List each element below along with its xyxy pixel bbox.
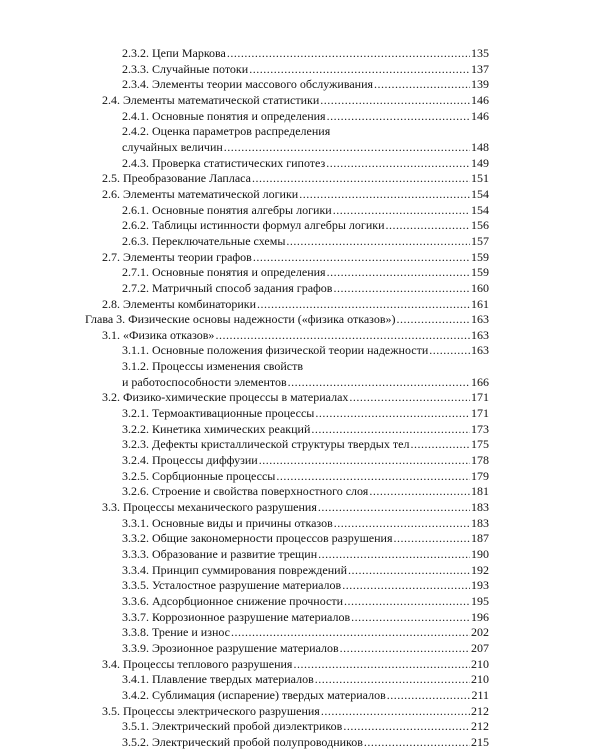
toc-leader-dots — [288, 375, 470, 391]
toc-leader-dots — [397, 312, 471, 328]
toc-leader-dots — [386, 218, 470, 234]
toc-entry-title: 2.4.3. Проверка статистических гипотез — [122, 155, 326, 170]
toc-leader-dots — [394, 531, 471, 547]
toc-entry-title: 3.2.2. Кинетика химических реакций — [122, 421, 311, 436]
toc-entry — [85, 453, 489, 469]
toc-entry — [85, 469, 489, 485]
toc-entry-page: 178 — [471, 453, 489, 468]
toc-entry — [85, 563, 489, 579]
toc-entry — [85, 375, 489, 391]
toc-entry — [85, 500, 489, 516]
toc-entry — [85, 156, 489, 172]
toc-entry-title: случайных величин — [122, 139, 223, 154]
toc-entry-page: 173 — [471, 421, 489, 436]
toc-entry-page: 160 — [471, 280, 489, 295]
toc-entry-page: 159 — [471, 249, 489, 264]
toc-entry — [85, 77, 489, 93]
toc-entry-title: 2.3.2. Цепи Маркова — [122, 46, 226, 60]
toc-entry-page: 135 — [471, 46, 489, 60]
toc-leader-dots — [249, 62, 470, 78]
toc-leader-dots — [311, 422, 470, 438]
toc-entry — [85, 594, 489, 610]
toc-entry-title: 3.3.5. Усталостное разрушение материалов — [122, 578, 342, 593]
toc-leader-dots — [364, 735, 470, 751]
toc-leader-dots — [348, 563, 470, 579]
toc-entry-page: 175 — [471, 437, 489, 452]
toc-leader-dots — [318, 547, 470, 563]
toc-entry — [85, 109, 489, 125]
toc-entry — [85, 547, 489, 563]
toc-entry-page: 183 — [471, 500, 489, 515]
toc-entry — [85, 657, 489, 673]
toc-entry — [85, 437, 489, 453]
toc-entry — [85, 578, 489, 594]
toc-entry — [85, 610, 489, 626]
toc-entry-title: 3.2.3. Дефекты кристаллической структуры твердых тел — [122, 437, 410, 452]
toc-entry-page: 137 — [471, 61, 489, 76]
toc-entry-page: 207 — [471, 640, 489, 655]
toc-leader-dots — [429, 343, 470, 359]
toc-entry-title: 2.4.2. Оценка параметров распределения — [122, 124, 331, 139]
toc-entry-page: 210 — [471, 656, 489, 671]
toc-entry — [85, 140, 489, 156]
toc-entry — [85, 328, 489, 344]
toc-entry-title: 3.5.1. Электрический пробой диэлектриков — [122, 719, 343, 734]
toc-entry-title: 2.5. Преобразование Лапласа — [102, 171, 251, 186]
toc-entry — [85, 516, 489, 532]
toc-entry-page: 187 — [471, 531, 489, 546]
toc-leader-dots — [293, 657, 470, 673]
toc-leader-dots — [327, 109, 470, 125]
toc-entry-title: 3.2.5. Сорбционные процессы — [122, 468, 276, 483]
toc-entry — [85, 484, 489, 500]
toc-entry-page: 163 — [471, 312, 489, 327]
toc-entry — [85, 265, 489, 281]
toc-entry — [85, 62, 489, 78]
toc-leader-dots — [276, 469, 470, 485]
toc-leader-dots — [224, 140, 470, 156]
toc-entry — [85, 46, 489, 62]
toc-entry-title: 3.3.8. Трение и износ — [122, 625, 230, 640]
toc-entry-title: 3.2.1. Термоактивационные процессы — [122, 406, 315, 421]
toc-entry — [85, 281, 489, 297]
toc-entry-title: 3.3.3. Образование и развитие трещин — [122, 547, 318, 561]
toc-entry-page: 148 — [471, 139, 489, 154]
toc-leader-dots — [340, 641, 470, 657]
toc-leader-dots — [299, 187, 470, 203]
toc-leader-dots — [227, 46, 470, 62]
toc-entry — [85, 250, 489, 266]
toc-entry — [85, 343, 489, 359]
toc-leader-dots — [333, 203, 470, 219]
toc-entry-page: 171 — [471, 390, 489, 405]
toc-entry-title: 3.3.6. Адсорбционное снижение прочности — [122, 593, 344, 608]
toc-entry-title: 2.7.1. Основные понятия и определения — [122, 265, 326, 280]
toc-entry — [85, 422, 489, 438]
toc-entry-page: 139 — [471, 77, 489, 92]
toc-entry-page: 159 — [471, 265, 489, 280]
toc-entry-title: 2.7.2. Матричный способ задания графов — [122, 280, 333, 295]
toc-entry-page: 210 — [471, 672, 489, 687]
toc-leader-dots — [259, 453, 470, 469]
toc-entry-page: 193 — [471, 578, 489, 593]
toc-leader-dots — [351, 610, 470, 626]
toc-entry — [85, 531, 489, 547]
toc-leader-dots — [343, 719, 470, 735]
toc-entry — [85, 719, 489, 735]
toc-entry-page: 212 — [471, 703, 489, 718]
toc-entry — [85, 704, 489, 720]
toc-leader-dots — [231, 625, 470, 641]
toc-entry-title: 3.5.2. Электрический пробой полупроводников — [122, 734, 363, 749]
table-of-contents — [85, 46, 489, 751]
toc-entry-title: 3.2. Физико-химические процессы в материалах — [102, 390, 349, 405]
toc-entry-title: 2.6.3. Переключательные схемы — [122, 233, 286, 248]
toc-leader-dots — [387, 688, 471, 704]
toc-leader-dots — [410, 437, 470, 453]
toc-entry-title: 3.3.7. Коррозионное разрушение материалов — [122, 609, 351, 624]
toc-entry-page: 212 — [471, 719, 489, 734]
toc-entry-title: 2.3.3. Случайные потоки — [122, 61, 249, 76]
toc-entry-title: 3.3.4. Принцип суммирования повреждений — [122, 562, 347, 577]
toc-entry-title: 3.4.1. Плавление твердых материалов — [122, 672, 314, 687]
toc-entry-page: 163 — [471, 343, 489, 358]
toc-entry-title: 3.3.9. Эрозионное разрушение материалов — [122, 640, 339, 655]
toc-entry-page: 179 — [471, 468, 489, 483]
toc-entry-page: 146 — [471, 92, 489, 107]
toc-leader-dots — [315, 672, 470, 688]
toc-entry-title: 3.1. «Физика отказов» — [102, 327, 215, 342]
toc-entry-title: 3.5. Процессы электрического разрушения — [102, 703, 320, 718]
toc-leader-dots — [286, 234, 470, 250]
toc-entry — [85, 93, 489, 109]
toc-entry-page: 202 — [471, 625, 489, 640]
toc-leader-dots — [257, 297, 470, 313]
toc-entry — [85, 625, 489, 641]
toc-entry — [85, 359, 489, 375]
toc-entry-title: Глава 3. Физические основы надежности («физика отказов») — [85, 312, 396, 327]
toc-entry-page: 161 — [471, 296, 489, 311]
toc-leader-dots — [320, 93, 470, 109]
toc-entry-title: 3.3.2. Общие закономерности процессов разрушения — [122, 531, 393, 546]
toc-entry — [85, 312, 489, 328]
toc-entry — [85, 171, 489, 187]
toc-leader-dots — [326, 156, 470, 172]
toc-leader-dots — [344, 594, 470, 610]
toc-entry-page: 196 — [471, 609, 489, 624]
toc-entry-page: 154 — [471, 202, 489, 217]
toc-leader-dots — [215, 328, 470, 344]
toc-entry-title: 3.4.2. Сублимация (испарение) твердых материалов — [122, 687, 386, 702]
toc-entry — [85, 234, 489, 250]
toc-entry — [85, 735, 489, 751]
toc-entry-title: 3.2.6. Строение и свойства поверхностного слоя — [122, 484, 369, 499]
toc-entry — [85, 641, 489, 657]
toc-entry-page: 154 — [471, 186, 489, 201]
toc-leader-dots — [253, 250, 470, 266]
toc-entry — [85, 406, 489, 422]
toc-entry-page: 211 — [471, 687, 489, 702]
toc-entry-title: 2.4.1. Основные понятия и определения — [122, 108, 326, 123]
toc-leader-dots — [318, 500, 470, 516]
toc-entry-page: 192 — [471, 562, 489, 577]
toc-entry-title: 2.7. Элементы теории графов — [102, 249, 252, 264]
toc-entry-page: 181 — [471, 484, 489, 499]
toc-entry-page: 195 — [471, 593, 489, 608]
toc-leader-dots — [315, 406, 470, 422]
toc-entry-title: 3.1.1. Основные положения физической теории надежности — [122, 343, 429, 358]
toc-leader-dots — [333, 281, 470, 297]
toc-entry-page: 157 — [471, 233, 489, 248]
toc-entry-title: 3.2.4. Процессы диффузии — [122, 453, 258, 468]
toc-entry-title: 2.6.2. Таблицы истинности формул алгебры логики — [122, 218, 385, 233]
toc-entry-title: 2.3.4. Элементы теории массового обслуживания — [122, 77, 374, 92]
toc-entry — [85, 187, 489, 203]
toc-entry — [85, 688, 489, 704]
toc-entry-page: 151 — [471, 171, 489, 186]
toc-entry-page: 149 — [471, 155, 489, 170]
toc-entry — [85, 203, 489, 219]
toc-leader-dots — [374, 77, 470, 93]
toc-leader-dots — [321, 704, 470, 720]
toc-entry-title: и работоспособности элементов — [122, 374, 287, 389]
toc-entry-title: 2.8. Элементы комбинаторики — [102, 296, 257, 311]
toc-leader-dots — [252, 171, 470, 187]
toc-entry — [85, 218, 489, 234]
toc-entry-page: 183 — [471, 515, 489, 530]
toc-entry-page: 171 — [471, 406, 489, 421]
toc-entry-page: 190 — [471, 547, 489, 561]
toc-entry-page: 163 — [471, 327, 489, 342]
toc-leader-dots — [327, 265, 470, 281]
toc-entry-title: 3.4. Процессы теплового разрушения — [102, 656, 293, 671]
toc-entry-page: 215 — [471, 734, 489, 749]
toc-entry — [85, 672, 489, 688]
toc-entry-page: 146 — [471, 108, 489, 123]
toc-entry-title: 3.1.2. Процессы изменения свойств — [122, 359, 304, 374]
toc-leader-dots — [334, 516, 470, 532]
toc-leader-dots — [349, 390, 470, 406]
toc-entry — [85, 124, 489, 140]
toc-entry-title: 3.3.1. Основные виды и причины отказов — [122, 515, 333, 530]
toc-entry-title: 2.6. Элементы математической логики — [102, 186, 299, 201]
toc-leader-dots — [342, 578, 470, 594]
toc-entry-title: 2.6.1. Основные понятия алгебры логики — [122, 202, 332, 217]
toc-entry-title: 3.3. Процессы механического разрушения — [102, 500, 317, 515]
toc-entry-page: 156 — [471, 218, 489, 233]
toc-entry-title: 2.4. Элементы математической статистики — [102, 92, 320, 107]
toc-leader-dots — [369, 484, 470, 500]
toc-entry — [85, 297, 489, 313]
toc-entry-page: 166 — [471, 374, 489, 389]
toc-entry — [85, 390, 489, 406]
